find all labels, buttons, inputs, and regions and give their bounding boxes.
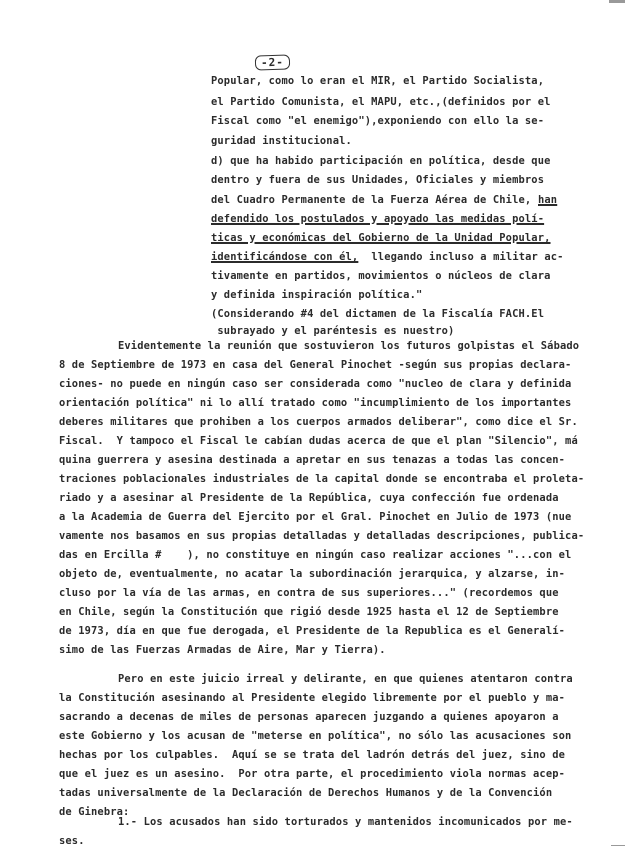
paragraph-line: este Gobierno y los acusan de "meterse en política", no sólo las acusaciones son [59,730,572,742]
text-line: guridad institucional. [211,135,352,147]
paragraph-line: traciones poblacionales industriales de la capital donde se encontraba el proleta- [59,473,585,485]
text-line: tivamente en partidos, movimientos o núcleos de clara [211,270,551,282]
paragraph-line: hechas por los culpables. Aquí se se trata del ladrón detrás del juez, sino de [59,749,566,761]
paragraph-line: de 1973, día en que fue derogada, el Presidente de la Republica es el Generalí- [59,625,566,637]
text-line: Fiscal como "el enemigo"),exponiendo con ello la se- [211,115,545,127]
paragraph-line: sacrando a decenas de miles de personas aparecen juzgando a quienes apoyaron a [59,711,559,723]
paragraph-line: de Ginebra: [59,806,130,818]
text-line: y definida inspiración política." [211,289,423,301]
text-line: llegando incluso a militar ac- [365,251,564,263]
scan-mark-bottom [611,845,625,852]
paragraph-line: das en Ercilla # ), no constituye en ningún caso realizar acciones "...con el [59,549,572,561]
paragraph-line: ciones- no puede en ningún caso ser considerada como "nucleo de clara y definida [59,378,572,390]
paragraph-line: riado y a asesinar al Presidente de la República, cuya confección fue ordenada [59,492,559,504]
list-item-line: ses. [59,835,85,847]
text-line: del Cuadro Permanente de la Fuerza Aérea de Chile, [211,194,532,206]
text-line: Popular, como lo eran el MIR, el Partido Socialista, [211,75,545,87]
paragraph-line: tadas universalmente de la Declaración de Derechos Humanos y de la Convención [59,787,553,799]
paragraph-line: orientación política" ni lo allí tratado como "incumplimiento de los importantes [59,397,572,409]
text-line: d) que ha habido participación en política, desde que [211,155,551,167]
paragraph-line: vamente nos basamos en sus propias detalladas y detalladas descripciones, publica- [59,530,585,542]
underlined-text: han [538,194,558,206]
paragraph-line: la Constitución asesinando al Presidente elegido libremente por el pueblo y ma- [59,692,566,704]
paragraph-line: objeto de, eventualmente, no acatar la subordinación jerarquica, y alzarse, in- [59,568,566,580]
underlined-text: defendido los postulados y apoyado las medidas polí- [211,213,545,225]
paragraph-line: Evidentemente la reunión que sostuvieron los futuros golpistas el Sábado [118,340,580,352]
paragraph-line: simo de las Fuerzas Armadas de Aire, Mar y Tierra). [59,644,386,656]
paragraph-line: a la Academia de Guerra del Ejercito por el Gral. Pinochet en Julio de 1973 (nue [59,511,572,523]
paragraph-line: que el juez es un asesino. Por otra parte, el procedimiento viola normas acep- [59,768,566,780]
underlined-text: ticas y económicas del Gobierno de la Unidad Popular, [211,232,551,244]
citation-line: subrayado y el paréntesis es nuestro) [211,325,455,337]
page-number: -2- [255,54,290,70]
text-line: dentro y fuera de sus Unidades, Oficiales y miembros [211,174,545,186]
underlined-text: identificándose con él, [211,251,359,263]
paragraph-line: quina guerrera y asesina destinada a apretar en sus tenazas a todas las concen- [59,454,566,466]
paragraph-line: Fiscal. Y tampoco el Fiscal le cabían dudas acerca de que el plan "Silencio", má [59,435,578,447]
list-item-line: 1.- Los acusados han sido torturados y mantenidos incomunicados por me- [118,816,573,828]
scan-mark-top [609,0,625,3]
paragraph-line: cluso por la vía de las armas, en contra de sus superiores..." (recordemos que [59,587,559,599]
paragraph-line: Pero en este juicio irreal y delirante, en que quienes atentaron contra [118,673,573,685]
paragraph-line: en Chile, según la Constitución que rigió desde 1925 hasta el 12 de Septiembre [59,606,559,618]
paragraph-line: 8 de Septiembre de 1973 en casa del General Pinochet -según sus propias declara- [59,359,572,371]
text-line: el Partido Comunista, el MAPU, etc.,(definidos por el [211,96,551,108]
paragraph-line: deberes militares que prohiben a los cuerpos armados deliberar", como dice el Sr. [59,416,578,428]
citation-line: (Considerando #4 del dictamen de la Fiscalía FACH.El [211,308,545,320]
